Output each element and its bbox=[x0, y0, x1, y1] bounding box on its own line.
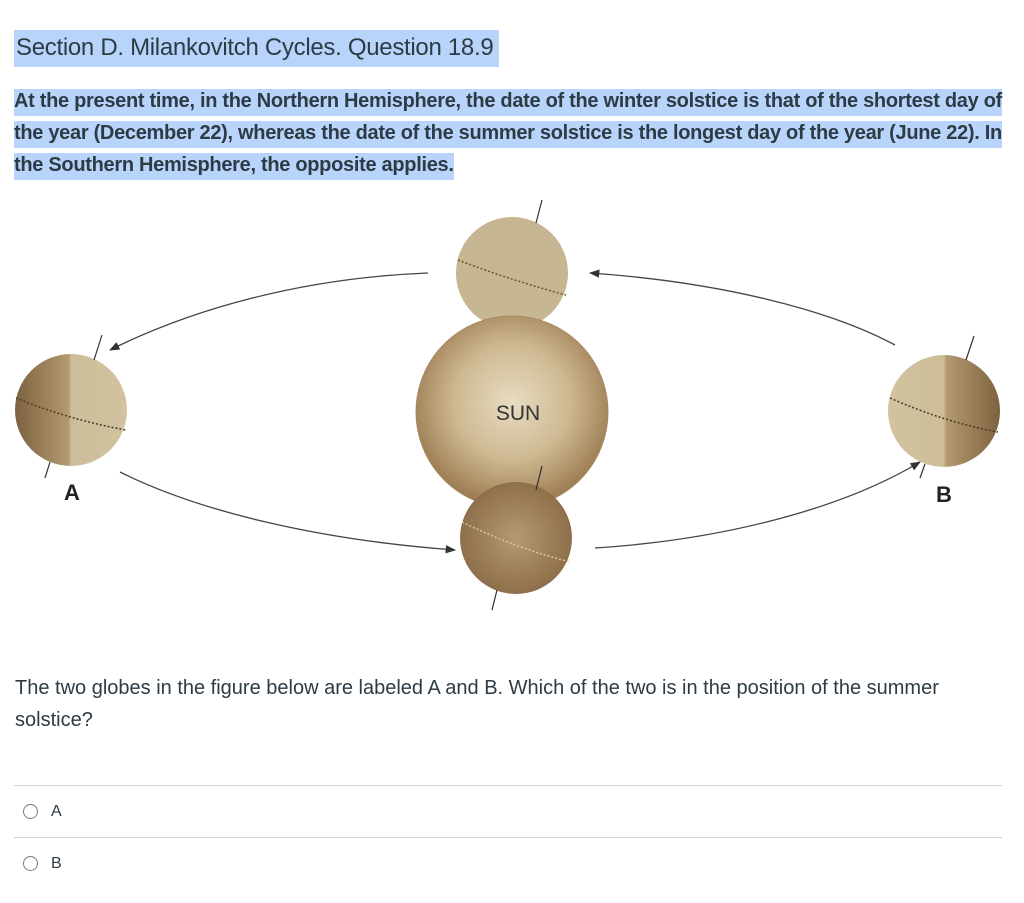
orbit-path-bottom-right bbox=[595, 462, 920, 548]
globe-b-label: B bbox=[936, 482, 952, 507]
question-header bbox=[14, 30, 499, 67]
answer-list bbox=[14, 785, 1002, 889]
globe-a bbox=[15, 335, 127, 505]
section-title: Section D. Milankovitch Cycles. Question 18.9 bbox=[14, 30, 499, 67]
radio-button-b[interactable] bbox=[23, 856, 38, 871]
answer-label-a: A bbox=[51, 802, 62, 820]
orbit-diagram bbox=[0, 190, 1024, 620]
answer-option-b[interactable] bbox=[14, 837, 1002, 889]
orbit-path-bottom-left bbox=[120, 472, 455, 550]
intro-text: At the present time, in the Northern Hemisphere, the date of the winter solstice is that of the shortest day of the year (December 22), whereas the date of the summer solstice is the longest day of the year (June 22). In the Southern Hemisphere, the opposite applies. bbox=[14, 89, 1002, 180]
sun-label: SUN bbox=[495, 402, 541, 425]
sun bbox=[416, 316, 608, 508]
globe-top bbox=[456, 200, 568, 329]
radio-button-a[interactable] bbox=[23, 804, 38, 819]
question-text: The two globes in the figure below are labeled A and B. Which of the two is in the position of the summer solstice? bbox=[15, 677, 939, 731]
orbit-path-top-right bbox=[590, 273, 895, 345]
orbit-path-top-left bbox=[110, 273, 428, 350]
globe-b bbox=[888, 336, 1000, 507]
answer-option-a[interactable] bbox=[14, 785, 1002, 837]
globe-a-label: A bbox=[64, 480, 80, 505]
intro-paragraph bbox=[14, 85, 1004, 181]
answer-label-b: B bbox=[51, 854, 62, 872]
